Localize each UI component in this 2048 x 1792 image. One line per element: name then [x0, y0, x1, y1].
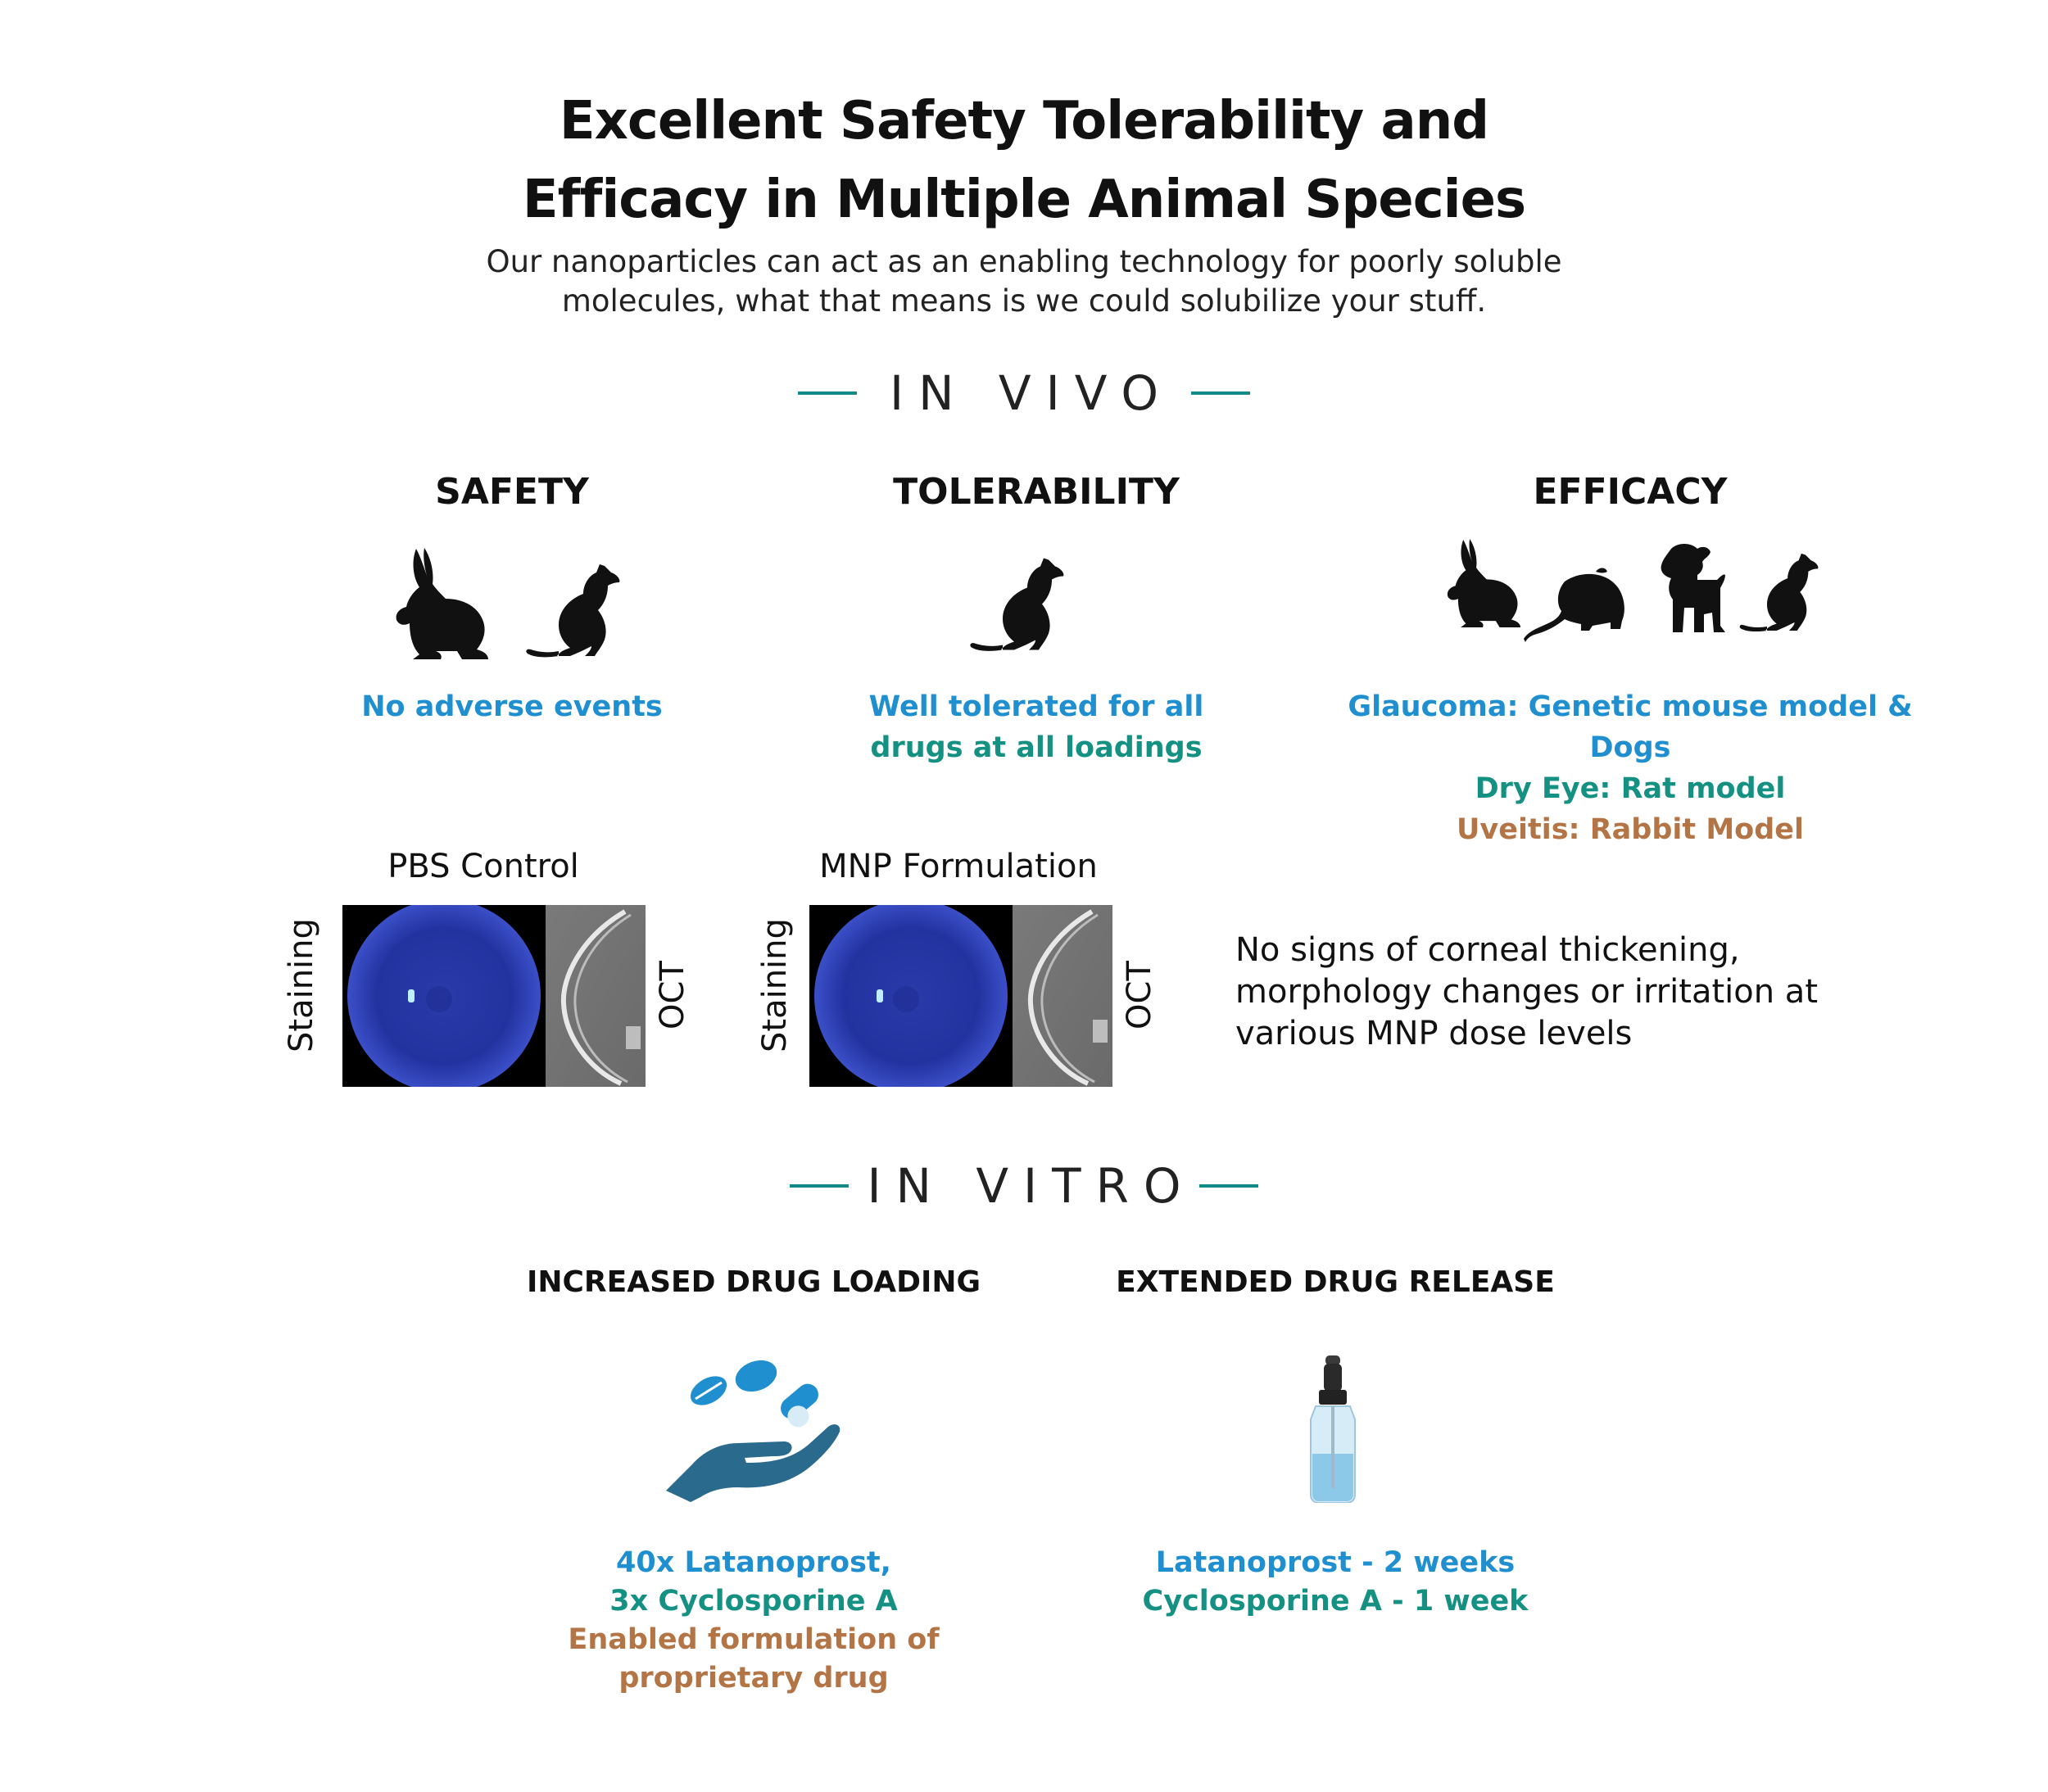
- tolerability-caption-line-1: Well tolerated for all: [868, 690, 1204, 723]
- release-caption: [1090, 1544, 1581, 1621]
- title-line-2: Efficacy in Multiple Animal Species: [522, 170, 1526, 230]
- rule-left: [790, 1184, 849, 1188]
- tolerability-caption: [840, 686, 1233, 768]
- efficacy-caption: [1303, 686, 1958, 850]
- efficacy-line-dry-eye: Dry Eye: Rat model: [1475, 772, 1786, 805]
- rabbit-icon: [392, 545, 494, 663]
- efficacy-line-uveitis: Uveitis: Rabbit Model: [1457, 813, 1804, 846]
- subtitle-line-2: molecules, what that means is we could solubilize your stuff.: [561, 283, 1487, 319]
- rat-icon-efficacy: [1737, 549, 1823, 639]
- loading-line-proprietary: proprietary drug: [618, 1662, 889, 1695]
- subtitle-line-1: Our nanoparticles can act as an enabling technology for poorly soluble: [486, 244, 1562, 279]
- rule-right: [1191, 391, 1250, 395]
- rule-left: [798, 391, 857, 395]
- pbs-control-label: PBS Control: [387, 848, 579, 885]
- release-title: EXTENDED DRUG RELEASE: [1116, 1265, 1555, 1299]
- in-vivo-note: [1235, 930, 1891, 1055]
- in-vivo-label: IN VIVO: [889, 365, 1174, 421]
- note-line-1: No signs of corneal thickening,: [1235, 931, 1740, 969]
- efficacy-title: EFFICACY: [1533, 471, 1728, 513]
- dropper-bottle-icon: [1304, 1355, 1362, 1503]
- in-vitro-heading: [0, 1157, 2048, 1215]
- rabbit-icon-efficacy: [1443, 536, 1525, 631]
- title-line-1: Excellent Safety Tolerability and: [559, 91, 1489, 152]
- oct-label-left: OCT: [654, 961, 691, 1029]
- oct-label-right: OCT: [1121, 961, 1158, 1029]
- rat-icon: [523, 561, 625, 663]
- loading-line-enabled: Enabled formulation of: [568, 1623, 940, 1656]
- loading-caption: [467, 1544, 1040, 1698]
- pbs-control-images: [342, 905, 646, 1087]
- tolerability-title: TOLERABILITY: [893, 471, 1180, 513]
- tolerability-caption-line-2: drugs at all loadings: [870, 731, 1203, 764]
- rat-icon-tolerability: [967, 553, 1069, 659]
- in-vivo-heading: [0, 364, 2048, 422]
- release-line-cyclosporine: Cyclosporine A - 1 week: [1142, 1585, 1529, 1618]
- staining-label-right: Staining: [756, 918, 794, 1052]
- loading-line-cyclosporine: 3x Cyclosporine A: [609, 1585, 898, 1618]
- staining-label-left: Staining: [283, 918, 320, 1052]
- rule-right: [1199, 1184, 1258, 1188]
- safety-title: SAFETY: [435, 471, 589, 513]
- loading-title: INCREASED DRUG LOADING: [526, 1265, 981, 1299]
- loading-line-latanoprost: 40x Latanoprost,: [616, 1546, 891, 1579]
- dog-icon: [1655, 541, 1729, 639]
- page-title: [0, 82, 2048, 239]
- mouse-icon: [1524, 565, 1630, 643]
- safety-caption: No adverse events: [361, 690, 663, 723]
- mnp-formulation-images: [809, 905, 1112, 1087]
- hand-with-pills-icon: [659, 1351, 844, 1503]
- in-vitro-label: IN VITRO: [867, 1158, 1196, 1214]
- mnp-formulation-label: MNP Formulation: [819, 848, 1098, 885]
- note-line-2: morphology changes or irritation at: [1235, 973, 1818, 1011]
- efficacy-line-glaucoma: Glaucoma: Genetic mouse model & Dogs: [1348, 690, 1913, 764]
- page-subtitle: [0, 242, 2048, 321]
- note-line-3: various MNP dose levels: [1235, 1015, 1633, 1052]
- release-line-latanoprost: Latanoprost - 2 weeks: [1155, 1546, 1516, 1579]
